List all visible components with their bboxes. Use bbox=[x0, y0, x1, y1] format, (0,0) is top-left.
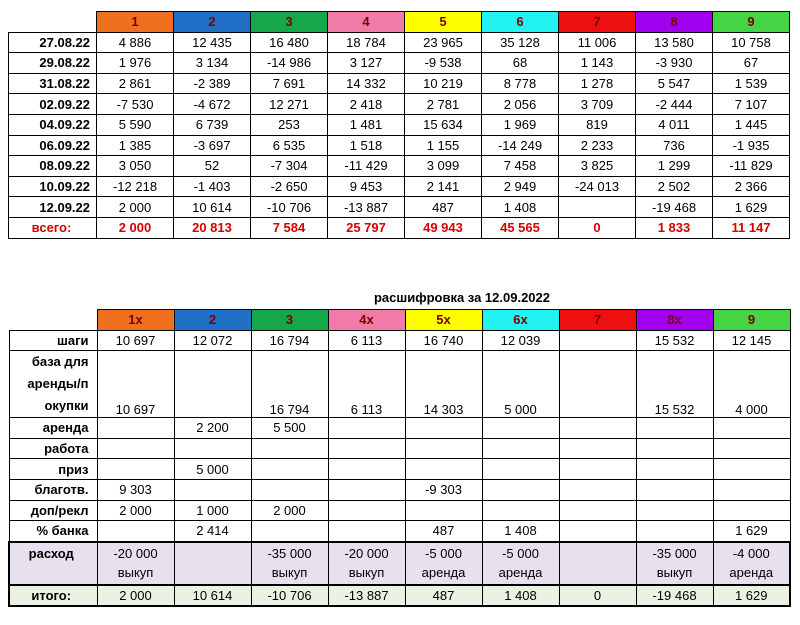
value-cell bbox=[559, 438, 636, 459]
expense-cell bbox=[405, 542, 482, 585]
table-row bbox=[9, 53, 790, 74]
row-label: благотв. bbox=[9, 479, 97, 500]
value-cell bbox=[636, 521, 713, 542]
column-header: 9 bbox=[713, 12, 790, 33]
value-cell bbox=[405, 418, 482, 439]
value-cell bbox=[251, 479, 328, 500]
column-header: 3 bbox=[251, 310, 328, 331]
value-cell: 1 278 bbox=[559, 73, 636, 94]
expense-cell bbox=[559, 542, 636, 585]
value-cell: 6 113 bbox=[328, 330, 405, 351]
value-cell: 10 697 bbox=[97, 351, 174, 418]
value-cell: 1 385 bbox=[97, 135, 174, 156]
value-cell: 12 039 bbox=[482, 330, 559, 351]
value-cell: 6 535 bbox=[251, 135, 328, 156]
expense-cell bbox=[636, 542, 713, 585]
value-cell: 2 141 bbox=[405, 176, 482, 197]
table-row bbox=[9, 94, 790, 115]
value-cell bbox=[559, 351, 636, 418]
breakdown-table bbox=[8, 309, 791, 607]
expense-cell bbox=[251, 542, 328, 585]
row-label: база для аренды/п окупки bbox=[9, 351, 97, 418]
date-cell: 04.09.22 bbox=[9, 114, 97, 135]
expense-row bbox=[9, 542, 790, 585]
value-cell: -9 538 bbox=[405, 53, 482, 74]
value-cell bbox=[328, 500, 405, 521]
value-cell: 2 861 bbox=[97, 73, 174, 94]
value-cell bbox=[328, 459, 405, 480]
value-cell: 15 634 bbox=[405, 114, 482, 135]
date-cell: 10.09.22 bbox=[9, 176, 97, 197]
value-cell: 35 128 bbox=[482, 32, 559, 53]
value-cell: 6 113 bbox=[328, 351, 405, 418]
value-cell bbox=[328, 438, 405, 459]
value-cell: -3 930 bbox=[636, 53, 713, 74]
value-cell: 7 107 bbox=[713, 94, 790, 115]
column-header: 7 bbox=[559, 310, 636, 331]
table-row bbox=[9, 479, 790, 500]
final-label: итого: bbox=[9, 585, 97, 607]
value-cell: 14 332 bbox=[328, 73, 405, 94]
value-cell: 15 532 bbox=[636, 330, 713, 351]
date-cell: 29.08.22 bbox=[9, 53, 97, 74]
column-header: 4 bbox=[328, 12, 405, 33]
value-cell: -13 887 bbox=[328, 197, 405, 218]
value-cell bbox=[482, 418, 559, 439]
table-row bbox=[9, 521, 790, 542]
value-cell bbox=[713, 438, 790, 459]
row-label: шаги bbox=[9, 330, 97, 351]
value-cell: 16 480 bbox=[251, 32, 328, 53]
expense-note: аренда bbox=[421, 564, 466, 580]
column-header: 4х bbox=[328, 310, 405, 331]
total-row bbox=[9, 217, 790, 238]
final-value: 0 bbox=[559, 585, 636, 607]
value-cell: 3 825 bbox=[559, 156, 636, 177]
value-cell bbox=[482, 500, 559, 521]
column-header: 8х bbox=[636, 310, 713, 331]
value-cell: 8 778 bbox=[482, 73, 559, 94]
value-cell: 1 408 bbox=[482, 521, 559, 542]
value-cell: 5 590 bbox=[97, 114, 174, 135]
value-cell: 1 481 bbox=[328, 114, 405, 135]
table-row bbox=[9, 351, 790, 418]
value-cell: 16 794 bbox=[251, 351, 328, 418]
value-cell: 16 794 bbox=[251, 330, 328, 351]
value-cell: -4 672 bbox=[174, 94, 251, 115]
expense-amount: -35 000 bbox=[652, 545, 697, 561]
value-cell: 1 445 bbox=[713, 114, 790, 135]
value-cell: -19 468 bbox=[636, 197, 713, 218]
row-label: доп/рекл bbox=[9, 500, 97, 521]
value-cell: -7 304 bbox=[251, 156, 328, 177]
value-cell bbox=[97, 459, 174, 480]
value-cell bbox=[636, 500, 713, 521]
column-header: 6 bbox=[482, 12, 559, 33]
value-cell bbox=[559, 500, 636, 521]
expense-note: аренда bbox=[498, 564, 543, 580]
value-cell: -3 697 bbox=[174, 135, 251, 156]
value-cell: -2 444 bbox=[636, 94, 713, 115]
value-cell bbox=[559, 330, 636, 351]
value-cell: 736 bbox=[636, 135, 713, 156]
value-cell: 2 233 bbox=[559, 135, 636, 156]
expense-label: расход bbox=[9, 542, 97, 585]
value-cell: 3 127 bbox=[328, 53, 405, 74]
value-cell bbox=[559, 197, 636, 218]
value-cell: 10 219 bbox=[405, 73, 482, 94]
value-cell bbox=[97, 418, 174, 439]
corner-cell bbox=[9, 12, 97, 33]
value-cell: 3 709 bbox=[559, 94, 636, 115]
value-cell bbox=[328, 521, 405, 542]
value-cell: 52 bbox=[174, 156, 251, 177]
value-cell bbox=[328, 479, 405, 500]
value-cell: 4 011 bbox=[636, 114, 713, 135]
value-cell: 12 072 bbox=[174, 330, 251, 351]
value-cell: 1 000 bbox=[174, 500, 251, 521]
value-cell: 3 134 bbox=[174, 53, 251, 74]
value-cell: 10 614 bbox=[174, 197, 251, 218]
value-cell bbox=[251, 521, 328, 542]
value-cell: 7 691 bbox=[251, 73, 328, 94]
column-header: 2 bbox=[174, 310, 251, 331]
value-cell: 18 784 bbox=[328, 32, 405, 53]
value-cell bbox=[559, 521, 636, 542]
column-header: 5х bbox=[405, 310, 482, 331]
date-cell: 27.08.22 bbox=[9, 32, 97, 53]
final-value: -19 468 bbox=[636, 585, 713, 607]
expense-cell bbox=[174, 542, 251, 585]
value-cell: 13 580 bbox=[636, 32, 713, 53]
value-cell: 2 000 bbox=[97, 197, 174, 218]
column-header: 3 bbox=[251, 12, 328, 33]
value-cell: 9 453 bbox=[328, 176, 405, 197]
table-row bbox=[9, 32, 790, 53]
value-cell: -7 530 bbox=[97, 94, 174, 115]
value-cell: 1 976 bbox=[97, 53, 174, 74]
expense-note: выкуп bbox=[656, 564, 693, 580]
value-cell: 12 145 bbox=[713, 330, 790, 351]
value-cell: 4 886 bbox=[97, 32, 174, 53]
value-cell bbox=[405, 500, 482, 521]
column-header: 6х bbox=[482, 310, 559, 331]
value-cell: 2 949 bbox=[482, 176, 559, 197]
value-cell bbox=[636, 479, 713, 500]
expense-cell bbox=[328, 542, 405, 585]
header-row bbox=[9, 310, 790, 331]
value-cell: 1 518 bbox=[328, 135, 405, 156]
value-cell: 67 bbox=[713, 53, 790, 74]
corner-cell bbox=[9, 310, 97, 331]
value-cell: 5 500 bbox=[251, 418, 328, 439]
final-value: 487 bbox=[405, 585, 482, 607]
final-value: 10 614 bbox=[174, 585, 251, 607]
expense-amount: -20 000 bbox=[113, 545, 158, 561]
value-cell bbox=[713, 479, 790, 500]
value-cell: 1 969 bbox=[482, 114, 559, 135]
total-value: 1 833 bbox=[636, 217, 713, 238]
value-cell: 10 697 bbox=[97, 330, 174, 351]
total-value: 45 565 bbox=[482, 217, 559, 238]
final-value: 1 629 bbox=[713, 585, 790, 607]
value-cell: 487 bbox=[405, 521, 482, 542]
table-row bbox=[9, 156, 790, 177]
value-cell: 253 bbox=[251, 114, 328, 135]
value-cell: 2 502 bbox=[636, 176, 713, 197]
total-value: 20 813 bbox=[174, 217, 251, 238]
total-value: 2 000 bbox=[97, 217, 174, 238]
value-cell: 2 781 bbox=[405, 94, 482, 115]
value-cell: 5 000 bbox=[482, 351, 559, 418]
value-cell: 5 000 bbox=[174, 459, 251, 480]
daily-results-table bbox=[8, 11, 790, 239]
date-cell: 31.08.22 bbox=[9, 73, 97, 94]
table-row bbox=[9, 73, 790, 94]
value-cell: 1 155 bbox=[405, 135, 482, 156]
value-cell: 6 739 bbox=[174, 114, 251, 135]
value-cell bbox=[713, 418, 790, 439]
expense-note: выкуп bbox=[117, 564, 154, 580]
value-cell: -10 706 bbox=[251, 197, 328, 218]
value-cell: -1 403 bbox=[174, 176, 251, 197]
value-cell: -2 389 bbox=[174, 73, 251, 94]
value-cell bbox=[636, 459, 713, 480]
value-cell bbox=[482, 438, 559, 459]
value-cell: 2 418 bbox=[328, 94, 405, 115]
table-row bbox=[9, 500, 790, 521]
table-row bbox=[9, 135, 790, 156]
value-cell bbox=[251, 438, 328, 459]
value-cell: 12 435 bbox=[174, 32, 251, 53]
value-cell: 15 532 bbox=[636, 351, 713, 418]
column-header: 9 bbox=[713, 310, 790, 331]
value-cell bbox=[482, 459, 559, 480]
expense-cell bbox=[482, 542, 559, 585]
value-cell: 1 629 bbox=[713, 521, 790, 542]
value-cell: 2 056 bbox=[482, 94, 559, 115]
table-row bbox=[9, 330, 790, 351]
value-cell: 2 200 bbox=[174, 418, 251, 439]
value-cell: 12 271 bbox=[251, 94, 328, 115]
expense-cell bbox=[713, 542, 790, 585]
total-value: 7 584 bbox=[251, 217, 328, 238]
value-cell: 2 414 bbox=[174, 521, 251, 542]
value-cell: -11 429 bbox=[328, 156, 405, 177]
value-cell: 7 458 bbox=[482, 156, 559, 177]
value-cell: 14 303 bbox=[405, 351, 482, 418]
value-cell bbox=[174, 351, 251, 418]
row-label: % банка bbox=[9, 521, 97, 542]
table-row bbox=[9, 176, 790, 197]
value-cell bbox=[405, 438, 482, 459]
value-cell: -12 218 bbox=[97, 176, 174, 197]
row-label: аренда bbox=[9, 418, 97, 439]
value-cell bbox=[328, 418, 405, 439]
column-header: 7 bbox=[559, 12, 636, 33]
expense-amount: -5 000 bbox=[502, 545, 539, 561]
value-cell: 23 965 bbox=[405, 32, 482, 53]
final-value: 1 408 bbox=[482, 585, 559, 607]
expense-amount: -4 000 bbox=[732, 545, 770, 561]
value-cell: 2 000 bbox=[97, 500, 174, 521]
value-cell bbox=[559, 418, 636, 439]
column-header: 1 bbox=[97, 12, 174, 33]
header-row bbox=[9, 12, 790, 33]
date-cell: 06.09.22 bbox=[9, 135, 97, 156]
value-cell: 4 000 bbox=[713, 351, 790, 418]
value-cell: -14 249 bbox=[482, 135, 559, 156]
final-value: 2 000 bbox=[97, 585, 174, 607]
value-cell bbox=[636, 418, 713, 439]
value-cell bbox=[405, 459, 482, 480]
column-header: 5 bbox=[405, 12, 482, 33]
expense-amount: -5 000 bbox=[425, 545, 462, 561]
value-cell bbox=[482, 479, 559, 500]
table-row bbox=[9, 438, 790, 459]
value-cell: 819 bbox=[559, 114, 636, 135]
value-cell bbox=[559, 479, 636, 500]
total-value: 49 943 bbox=[405, 217, 482, 238]
total-value: 0 bbox=[559, 217, 636, 238]
final-total-row bbox=[9, 585, 790, 607]
value-cell: 1 299 bbox=[636, 156, 713, 177]
expense-amount: -20 000 bbox=[344, 545, 389, 561]
value-cell bbox=[713, 459, 790, 480]
value-cell: -14 986 bbox=[251, 53, 328, 74]
column-header: 8 bbox=[636, 12, 713, 33]
final-value: -10 706 bbox=[251, 585, 328, 607]
expense-note: выкуп bbox=[271, 564, 308, 580]
table-row bbox=[9, 114, 790, 135]
total-label: всего: bbox=[9, 217, 97, 238]
column-header: 1х bbox=[97, 310, 174, 331]
row-label: работа bbox=[9, 438, 97, 459]
value-cell: 1 408 bbox=[482, 197, 559, 218]
value-cell: 1 539 bbox=[713, 73, 790, 94]
value-cell: 9 303 bbox=[97, 479, 174, 500]
value-cell: 1 143 bbox=[559, 53, 636, 74]
value-cell: 11 006 bbox=[559, 32, 636, 53]
value-cell: 5 547 bbox=[636, 73, 713, 94]
value-cell: 68 bbox=[482, 53, 559, 74]
value-cell: 487 bbox=[405, 197, 482, 218]
value-cell: 3 050 bbox=[97, 156, 174, 177]
expense-cell bbox=[97, 542, 174, 585]
column-header: 2 bbox=[174, 12, 251, 33]
table-row bbox=[9, 459, 790, 480]
value-cell: 2 366 bbox=[713, 176, 790, 197]
value-cell: -11 829 bbox=[713, 156, 790, 177]
row-label: приз bbox=[9, 459, 97, 480]
total-value: 11 147 bbox=[713, 217, 790, 238]
value-cell: 2 000 bbox=[251, 500, 328, 521]
value-cell bbox=[97, 438, 174, 459]
value-cell: -9 303 bbox=[405, 479, 482, 500]
value-cell bbox=[97, 521, 174, 542]
date-cell: 12.09.22 bbox=[9, 197, 97, 218]
value-cell: 10 758 bbox=[713, 32, 790, 53]
expense-note: выкуп bbox=[348, 564, 385, 580]
expense-amount: -35 000 bbox=[267, 545, 312, 561]
date-cell: 02.09.22 bbox=[9, 94, 97, 115]
value-cell: -24 013 bbox=[559, 176, 636, 197]
expense-note: аренда bbox=[729, 564, 774, 580]
value-cell: 1 629 bbox=[713, 197, 790, 218]
value-cell: 16 740 bbox=[405, 330, 482, 351]
breakdown-caption: расшифровка за 12.09.2022 bbox=[373, 290, 550, 305]
final-value: -13 887 bbox=[328, 585, 405, 607]
value-cell bbox=[174, 479, 251, 500]
value-cell bbox=[559, 459, 636, 480]
value-cell: -2 650 bbox=[251, 176, 328, 197]
table-row bbox=[9, 418, 790, 439]
value-cell bbox=[251, 459, 328, 480]
table-row bbox=[9, 197, 790, 218]
value-cell: -1 935 bbox=[713, 135, 790, 156]
date-cell: 08.09.22 bbox=[9, 156, 97, 177]
value-cell: 3 099 bbox=[405, 156, 482, 177]
value-cell bbox=[174, 438, 251, 459]
value-cell bbox=[636, 438, 713, 459]
total-value: 25 797 bbox=[328, 217, 405, 238]
value-cell bbox=[713, 500, 790, 521]
